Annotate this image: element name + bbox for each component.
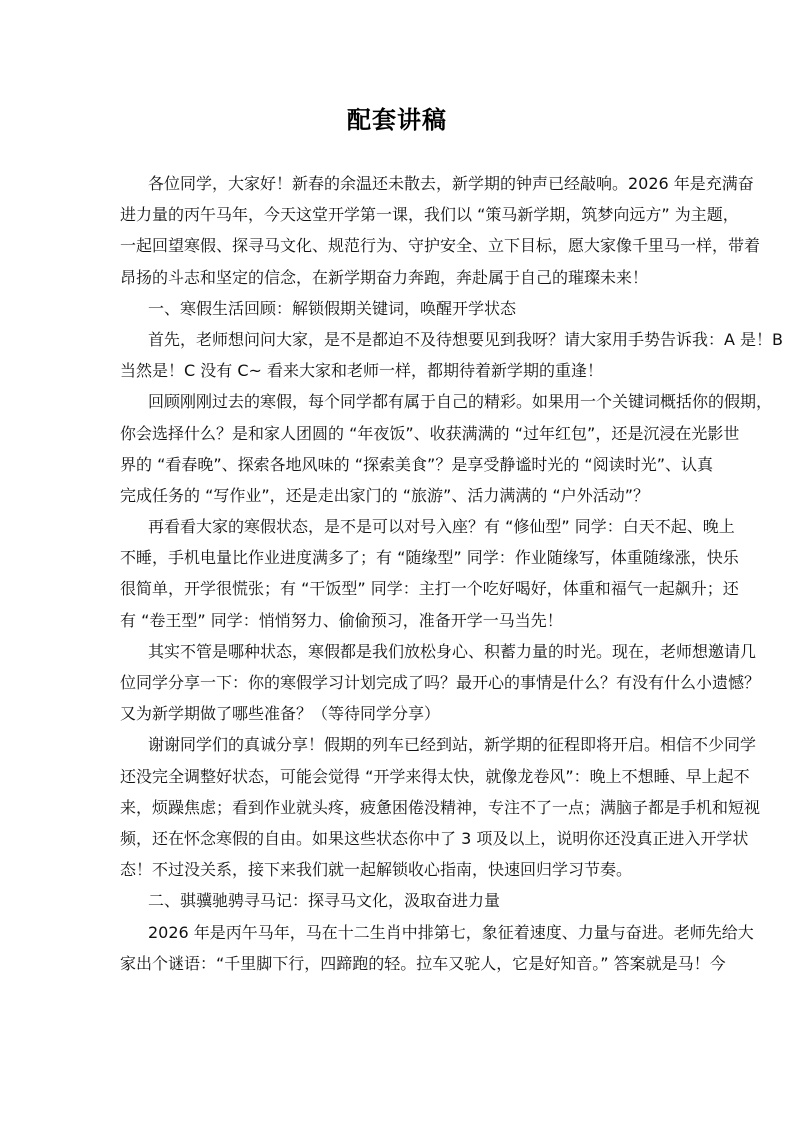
text-line: 有 “卷王型” 同学：悄悄努力、偷偷预习，准备开学一马当先！ [120,610,563,630]
text-line: 又为新学期做了哪些准备？（等待同学分享） [120,704,441,724]
text-line: 态！不过没关系，接下来我们就一起解锁收心指南，快速回归学习节奏。 [120,860,633,880]
text-line: 很简单，开学很慌张；有 “干饭型” 同学：主打一个吃好喝好，体重和福气一起飙升；还 [120,579,739,599]
text-line: 回顾刚刚过去的寒假，每个同学都有属于自己的精彩。如果用一个关键词概括你的假期， [148,392,773,412]
text-line: 你会选择什么？是和家人团圆的 “年夜饭”、收获满满的 “过年红包”，还是沉浸在光影世 [120,423,740,443]
text-line: 当然是！C 没有 C~ 看来大家和老师一样，都期待着新学期的重逢！ [120,361,604,381]
document-body [120,171,784,982]
text-line: 还没完全调整好状态，可能会觉得 “开学来得太快，就像龙卷风”：晚上不想睡、早上起不 [120,766,750,786]
text-line: 完成任务的 “写作业”，还是走出家门的 “旅游”、活力满满的 “户外活动”？ [120,485,649,505]
text-line: 2026 年是丙午马年，马在十二生肖中排第七，象征着速度、力量与奋进。老师先给大 [148,922,754,942]
text-line: 各位同学，大家好！新春的余温还未散去，新学期的钟声已经敲响。2026 年是充满奋 [148,174,754,193]
text-line: 位同学分享一下：你的寒假学习计划完成了吗？最开心的事情是什么？有没有什么小遗憾？ [120,673,761,692]
document-title: 配套讲稿 [347,106,447,134]
text-line: 进力量的丙午马年，今天这堂开学第一课，我们以 “策马新学期，筑梦向远方” 为主题， [120,205,739,225]
text-line: 再看看大家的寒假状态，是不是可以对号入座？有 “修仙型” 同学：白天不起、晚上 [148,517,735,537]
text-line: 来，烦躁焦虑；看到作业就头疼，疲惫困倦没精神，专注不了一点；满脑子都是手机和短视 [120,797,761,817]
section-heading: 一、寒假生活回顾：解锁假期关键词，唤醒开学状态 [148,298,517,318]
text-line: 昂扬的斗志和坚定的信念，在新学期奋力奔跑，奔赴属于自己的璀璨未来！ [120,267,649,287]
text-line: 界的 “看春晚”、探索各地风味的 “探索美食”？是享受静谧时光的 “阅读时光”、认真 [120,454,713,474]
text-line: 首先，老师想问问大家，是不是都迫不及待想要见到我呀？请大家用手势告诉我：A 是！B [148,329,784,349]
text-line: 家出个谜语：“千里脚下行，四蹄跑的轻。拉车又驼人，它是好知音。” 答案就是马！今 [120,953,726,973]
section-heading: 二、骐骥驰骋寻马记：探寻马文化，汲取奋进力量 [148,891,501,911]
text-line: 一起回望寒假、探寻马文化、规范行为、守护安全、立下目标，愿大家像千里马一样，带着 [120,236,761,256]
text-line: 其实不管是哪种状态，寒假都是我们放松身心、积蓄力量的时光。现在，老师想邀请几 [148,641,757,661]
text-line: 频，还在怀念寒假的自由。如果这些状态你中了 3 项及以上，说明你还没真正进入开学状 [120,828,749,848]
text-line: 不睡，手机电量比作业进度满多了；有 “随缘型” 同学：作业随缘写，体重随缘涨，快乐 [120,548,739,568]
text-line: 谢谢同学们的真诚分享！假期的列车已经到站，新学期的征程即将开启。相信不少同学 [148,735,757,755]
